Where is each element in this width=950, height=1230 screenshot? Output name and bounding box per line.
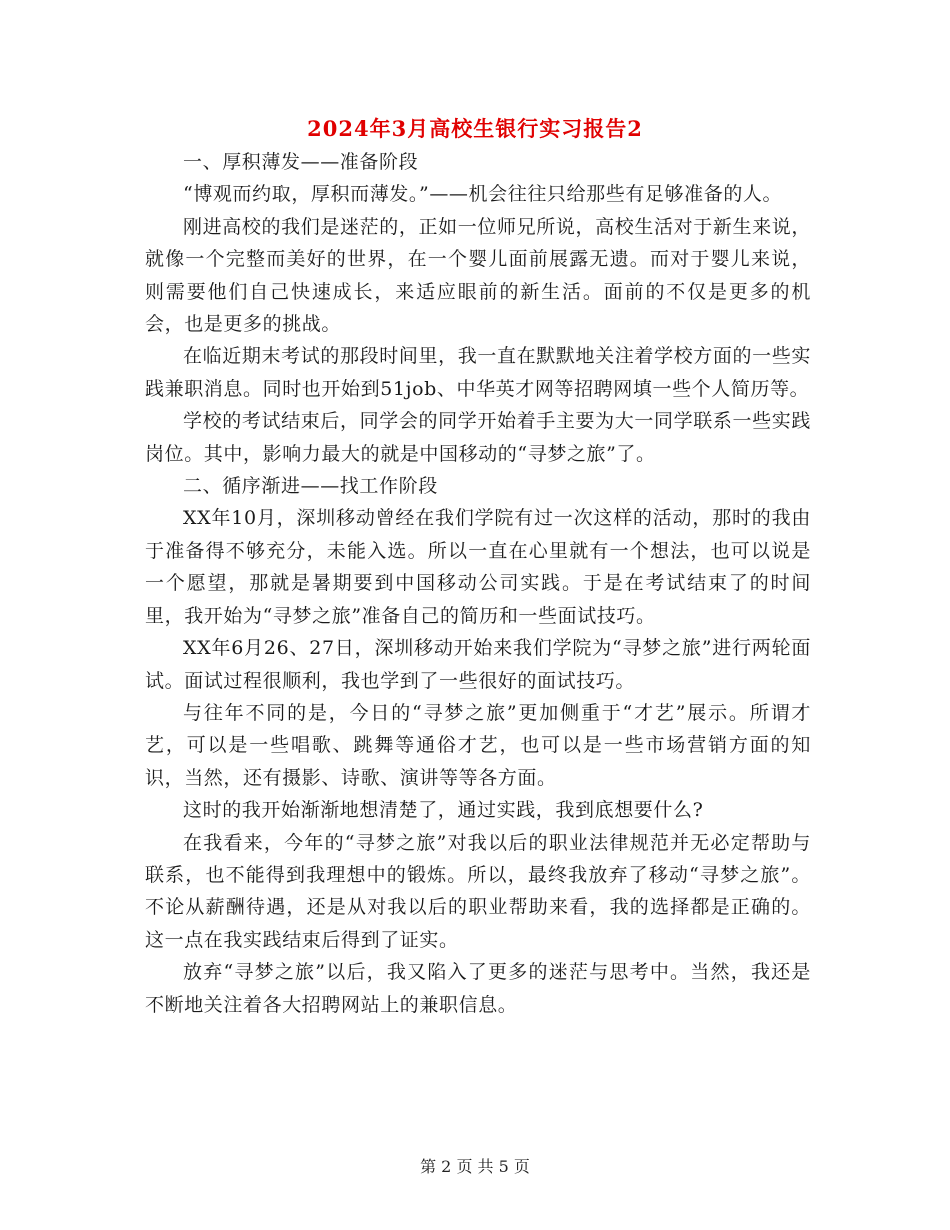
paragraph: 学校的考试结束后，同学会的同学开始着手主要为大一同学联系一些实践岗位。其中，影响力最大的就是中国移动的“寻梦之旅”了。 [145,410,811,465]
page-number-footer: 第 2 页 共 5 页 [420,1157,530,1176]
paragraph: 这时的我开始渐渐地想清楚了，通过实践，我到底想要什么? [183,799,704,822]
paragraph: “博观而约取，厚积而薄发。”——机会往往只给那些有足够准备的人。 [183,183,783,206]
document-body [145,146,811,1021]
paragraph: XX年10月，深圳移动曾经在我们学院有过一次这样的活动，那时的我由于准备得不够充分，未能入选。所以一直在心里就有一个想法，也可以说是一个愿望，那就是暑期要到中国移动公司实践。于是在考试结束了的时间里，我开始为“寻梦之旅”准备自己的简历和一些面试技巧。 [145,507,811,627]
paragraph: 放弃“寻梦之旅”以后，我又陷入了更多的迷茫与思考中。当然，我还是不断地关注着各大招聘网站上的兼职信息。 [145,961,811,1016]
section-heading-1: 一、厚积薄发——准备阶段 [183,151,419,173]
paragraph: 在临近期末考试的那段时间里，我一直在默默地关注着学校方面的一些实践兼职消息。同时也开始到51job、中华英才网等招聘网填一些个人简历等。 [145,345,811,400]
paragraph: 刚进高校的我们是迷茫的，正如一位师兄所说，高校生活对于新生来说，就像一个完整而美好的世界，在一个婴儿面前展露无遗。而对于婴儿来说，则需要他们自己快速成长，来适应眼前的新生活。面前的不仅是更多的机会，也是更多的挑战。 [145,215,811,336]
document-title: 2024年3月高校生银行实习报告2 [307,116,643,141]
paragraph: 在我看来，今年的“寻梦之旅”对我以后的职业法律规范并无必定帮助与联系，也不能得到我理想中的锻炼。所以，最终我放弃了移动“寻梦之旅”。不论从薪酬待遇，还是从对我以后的职业帮助来看，我的选择都是正确的。这一点在我实践结束后得到了证实。 [145,831,811,951]
section-heading-2: 二、循序渐进——找工作阶段 [183,475,438,498]
paragraph: 与往年不同的是，今日的“寻梦之旅”更加侧重于“才艺”展示。所谓才艺，可以是一些唱歌、跳舞等通俗才艺，也可以是一些市场营销方面的知识，当然，还有摄影、诗歌、演讲等等各方面。 [145,701,811,789]
paragraph: XX年6月26、27日，深圳移动开始来我们学院为“寻梦之旅”进行两轮面试。面试过程很顺利，我也学到了一些很好的面试技巧。 [145,637,811,692]
